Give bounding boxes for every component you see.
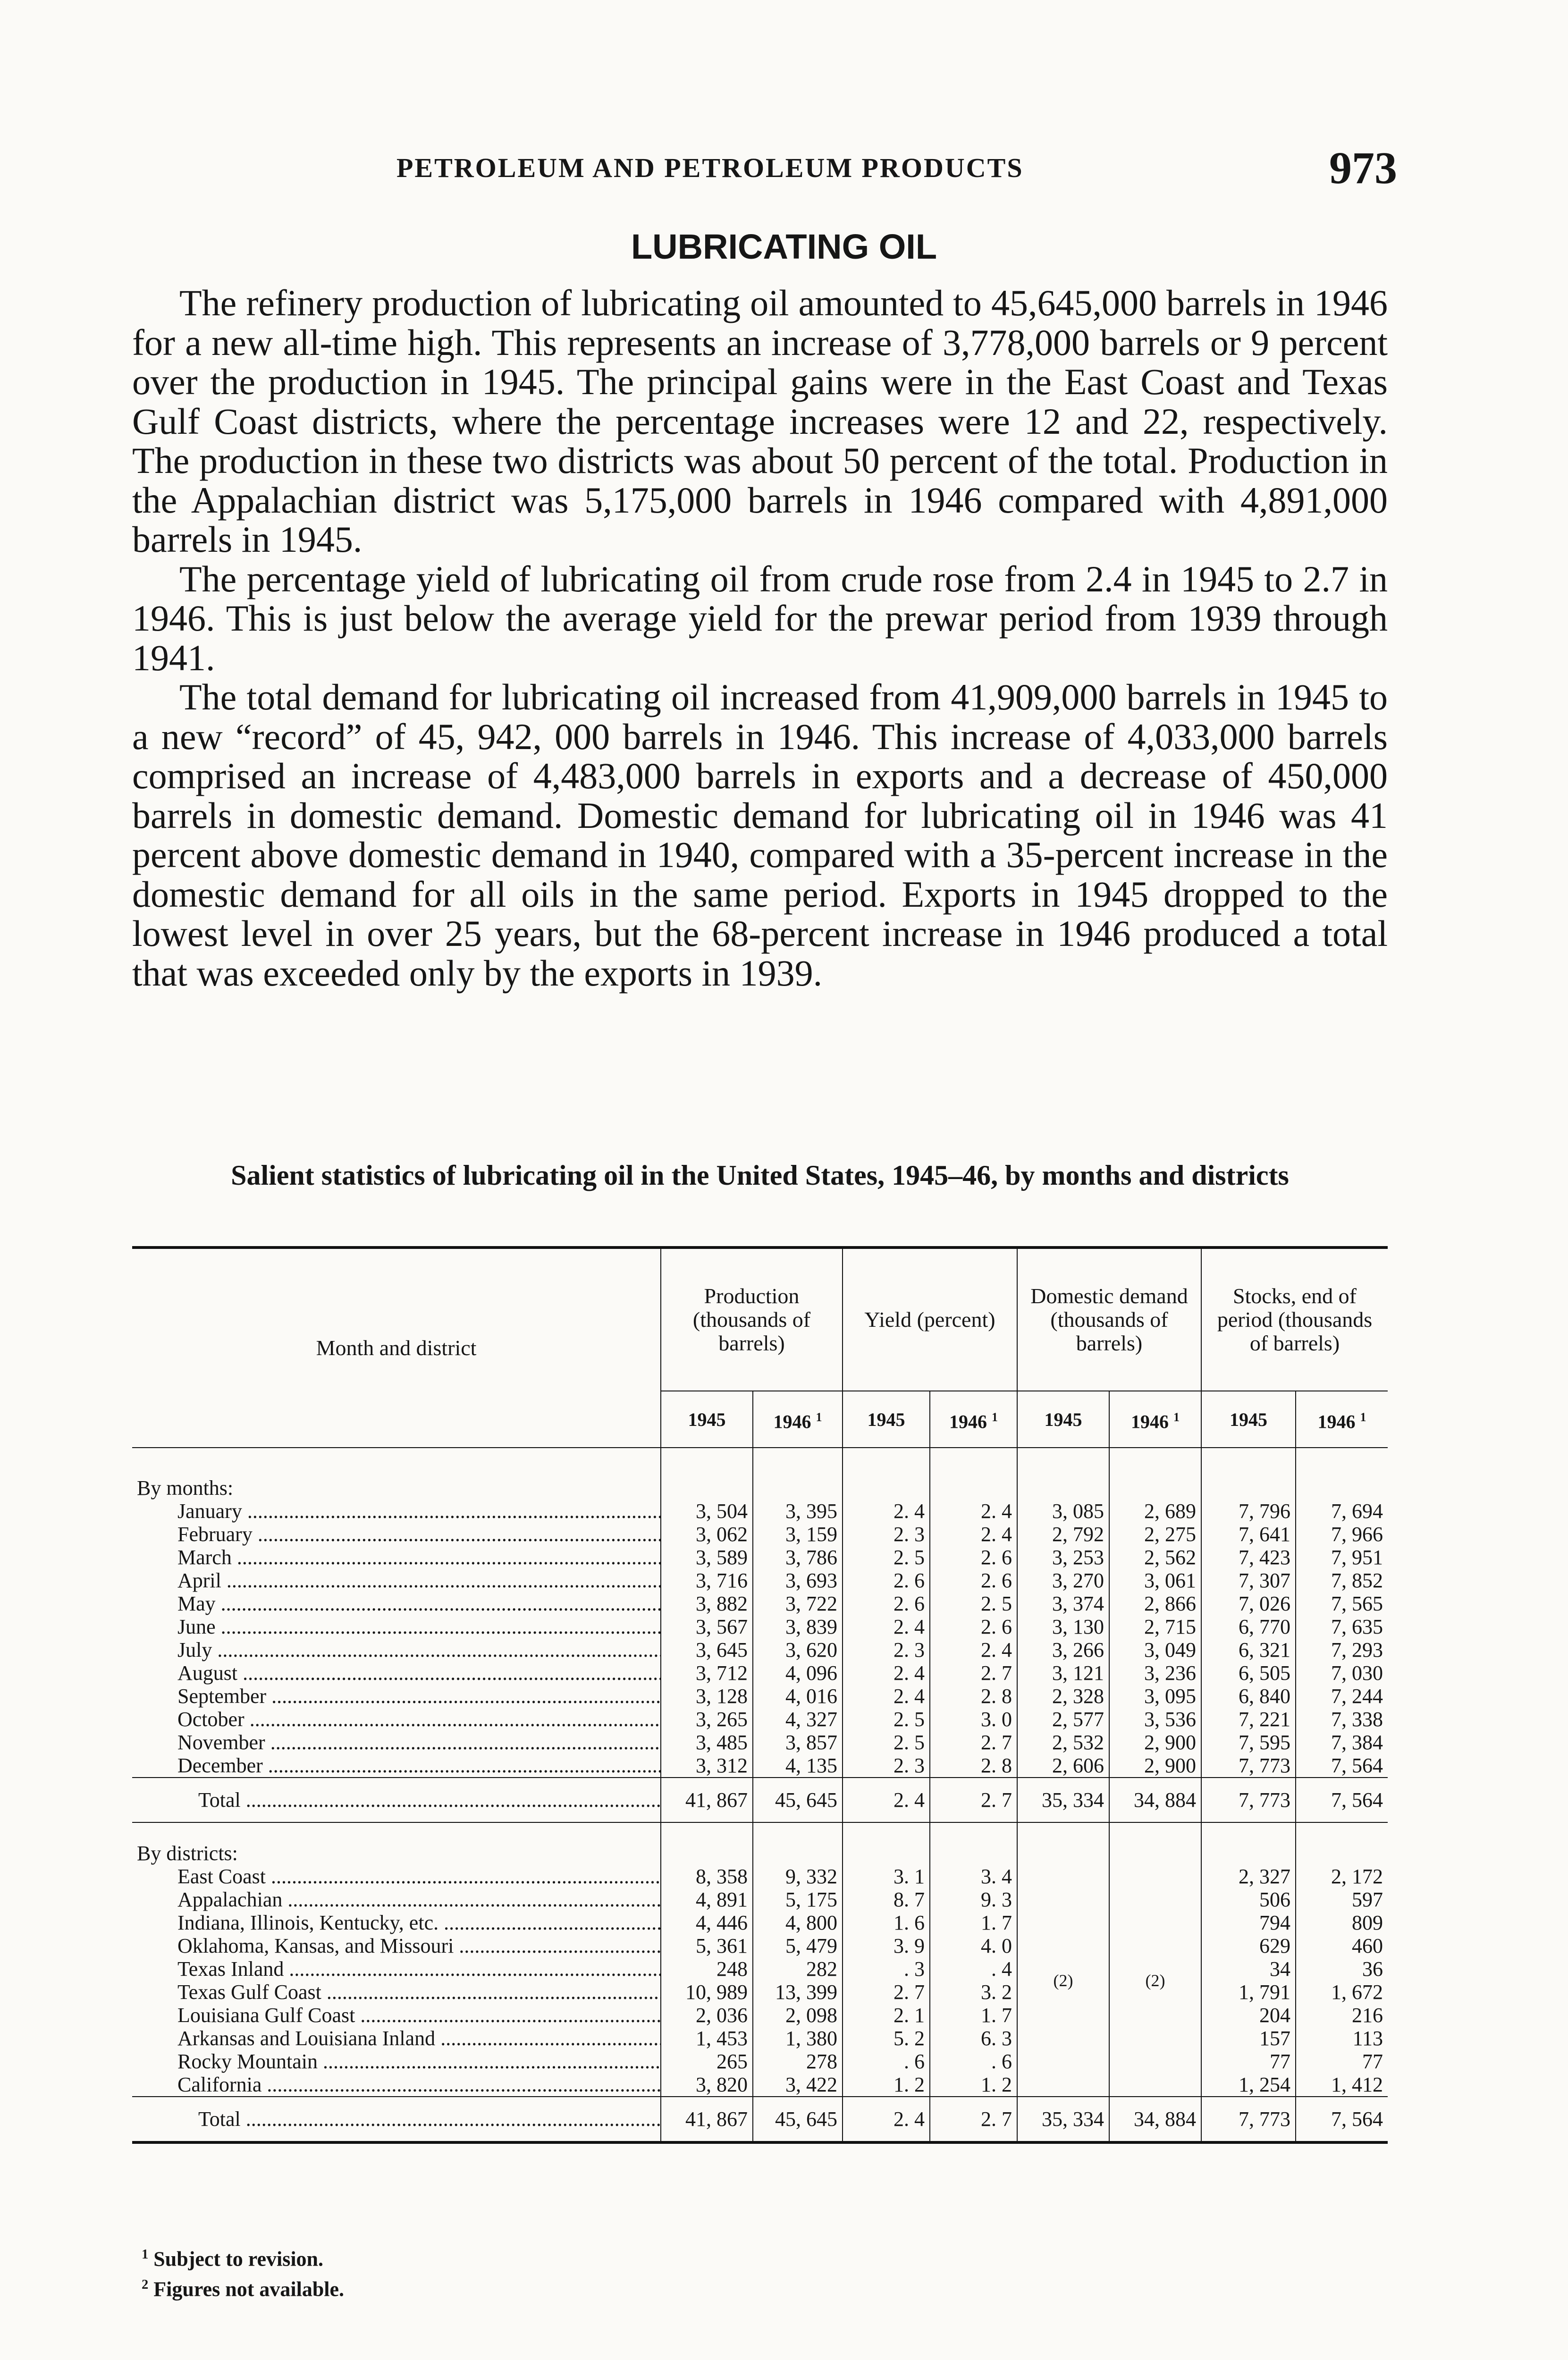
value-s46: 7, 565: [1296, 1592, 1388, 1615]
lubricating-oil-statistics-table: [132, 1246, 1388, 2144]
value-p45: 5, 361: [661, 1934, 753, 1957]
year-header: 1945: [843, 1391, 930, 1448]
value-d46: 2, 689: [1109, 1500, 1201, 1523]
value-y46: 2. 8: [930, 1754, 1017, 1778]
value-p45: 3, 128: [661, 1685, 753, 1708]
row-label: July .....: [132, 1638, 661, 1661]
value-s45: 7, 796: [1201, 1500, 1296, 1523]
production-header: Production (thousands of barrels): [661, 1247, 843, 1391]
stub-header: Month and district: [132, 1247, 661, 1448]
months-total-row: [132, 1778, 1388, 1822]
row-label: Indiana, Illinois, Kentucky, etc. .....: [132, 1911, 661, 1934]
value-p46: 3, 693: [753, 1569, 843, 1592]
value-y46: 1. 2: [930, 2073, 1017, 2097]
value-y46: 2. 6: [930, 1569, 1017, 1592]
value-s46: 7, 244: [1296, 1685, 1388, 1708]
value-p46: 5, 175: [753, 1888, 843, 1911]
table-row: [132, 1615, 1388, 1638]
value-s45: 34: [1201, 1957, 1296, 1981]
value-p45: 2, 036: [661, 2004, 753, 2027]
value-s45: 6, 505: [1201, 1661, 1296, 1685]
months-heading: By months:: [137, 1476, 234, 1500]
value-s46: 7, 293: [1296, 1638, 1388, 1661]
value-y46: 4. 0: [930, 1934, 1017, 1957]
value-s45: 2, 327: [1201, 1865, 1296, 1888]
value-s45: 157: [1201, 2027, 1296, 2050]
value-y45: 5. 2: [843, 2027, 930, 2050]
table-row: [132, 1523, 1388, 1546]
value-s45: 1, 791: [1201, 1981, 1296, 2004]
value-y45: . 6: [843, 2050, 930, 2073]
value-p45: 4, 891: [661, 1888, 753, 1911]
row-label: March .....: [132, 1546, 661, 1569]
value-p46: 4, 016: [753, 1685, 843, 1708]
row-label: Arkansas and Louisiana Inland .....: [132, 2027, 661, 2050]
value-y46: 2. 4: [930, 1500, 1017, 1523]
value-p45: 10, 989: [661, 1981, 753, 2004]
value-d46: 3, 049: [1109, 1638, 1201, 1661]
table-row: [132, 1546, 1388, 1569]
row-label: Louisiana Gulf Coast .....: [132, 2004, 661, 2027]
value-p46: 3, 786: [753, 1546, 843, 1569]
value-y45: 2. 5: [843, 1708, 930, 1731]
paragraph: The refinery production of lubricating oil amounted to 45,645,000 barrels in 1946 for a new all-time high. This represents an increase of 3,778,000 barrels or 9 percent over the production in 1945. The principal gains were in the East Coast and Texas Gulf Coast districts, where the percentage increases were 12 and 22, respectively. The production in these two districts was about 50 percent of the total. Production in the Appalachian district was 5,175,000 barrels in 1946 compared with 4,891,000 barrels in 1945.: [132, 282, 1388, 560]
running-head: PETROLEUM AND PETROLEUM PRODUCTS: [396, 152, 1024, 183]
value-s46: 77: [1296, 2050, 1388, 2073]
footnote: $^2$ Figures not available.: [142, 2277, 345, 2301]
row-label: January .....: [132, 1500, 661, 1523]
value-d46: 3, 095: [1109, 1685, 1201, 1708]
value-p46: 278: [753, 2050, 843, 2073]
value-s46: 7, 338: [1296, 1708, 1388, 1731]
total-d45: 35, 334: [1017, 2097, 1109, 2142]
value-p45: 4, 446: [661, 1911, 753, 1934]
yield-header: Yield (percent): [843, 1247, 1017, 1391]
total-d45: 35, 334: [1017, 1778, 1109, 1822]
value-d46: 2, 866: [1109, 1592, 1201, 1615]
value-s45: 7, 026: [1201, 1592, 1296, 1615]
value-p46: 13, 399: [753, 1981, 843, 2004]
value-s46: 7, 635: [1296, 1615, 1388, 1638]
row-label: December .....: [132, 1754, 661, 1778]
row-label: California .....: [132, 2073, 661, 2097]
value-p46: 2, 098: [753, 2004, 843, 2027]
value-y45: 2. 5: [843, 1546, 930, 1569]
value-p46: 1, 380: [753, 2027, 843, 2050]
value-y45: 2. 4: [843, 1615, 930, 1638]
value-s46: 7, 030: [1296, 1661, 1388, 1685]
value-s45: 7, 221: [1201, 1708, 1296, 1731]
value-y46: 2. 4: [930, 1638, 1017, 1661]
value-p46: 4, 135: [753, 1754, 843, 1778]
value-y46: 2. 8: [930, 1685, 1017, 1708]
year-header: 1946 $^1$: [1109, 1391, 1201, 1448]
row-label: November .....: [132, 1731, 661, 1754]
value-p46: 4, 096: [753, 1661, 843, 1685]
table-row: [132, 1569, 1388, 1592]
value-p46: 9, 332: [753, 1865, 843, 1888]
footnotes: [142, 2242, 344, 2302]
value-p46: 282: [753, 1957, 843, 1981]
value-d45: 2, 532: [1017, 1731, 1109, 1754]
value-y45: 3. 9: [843, 1934, 930, 1957]
value-s45: 794: [1201, 1911, 1296, 1934]
value-s46: 36: [1296, 1957, 1388, 1981]
value-y45: . 3: [843, 1957, 930, 1981]
value-d46: 2, 715: [1109, 1615, 1201, 1638]
value-s45: 6, 321: [1201, 1638, 1296, 1661]
row-label: Texas Inland .....: [132, 1957, 661, 1981]
value-y45: 2. 4: [843, 1661, 930, 1685]
year-header: 1945: [661, 1391, 753, 1448]
value-y46: 6. 3: [930, 2027, 1017, 2050]
value-p46: 3, 422: [753, 2073, 843, 2097]
value-s45: 7, 595: [1201, 1731, 1296, 1754]
row-label: April .....: [132, 1569, 661, 1592]
value-s46: 7, 852: [1296, 1569, 1388, 1592]
total-d46: 34, 884: [1109, 2097, 1201, 2142]
value-d45: 2, 792: [1017, 1523, 1109, 1546]
value-d45: 3, 085: [1017, 1500, 1109, 1523]
value-y46: 2. 6: [930, 1546, 1017, 1569]
districts-section: [132, 1822, 1388, 2142]
value-d46: 3, 536: [1109, 1708, 1201, 1731]
value-s46: 7, 564: [1296, 1754, 1388, 1778]
districts-total-row: [132, 2097, 1388, 2142]
body-text: [132, 283, 1388, 993]
value-s46: 113: [1296, 2027, 1388, 2050]
year-header: 1945: [1017, 1391, 1109, 1448]
value-y45: 2. 1: [843, 2004, 930, 2027]
value-y46: 2. 6: [930, 1615, 1017, 1638]
year-header: 1946 $^1$: [1296, 1391, 1388, 1448]
value-s45: 7, 307: [1201, 1569, 1296, 1592]
page-number: 973: [1329, 143, 1397, 193]
total-y45: 2. 4: [843, 2097, 930, 2142]
value-p46: 4, 327: [753, 1708, 843, 1731]
value-p45: 248: [661, 1957, 753, 1981]
row-label: August .....: [132, 1661, 661, 1685]
table-row: [132, 1731, 1388, 1754]
table-row: [132, 1661, 1388, 1685]
value-y45: 2. 3: [843, 1754, 930, 1778]
value-p45: 3, 265: [661, 1708, 753, 1731]
value-y45: 2. 4: [843, 1500, 930, 1523]
value-p45: 3, 485: [661, 1731, 753, 1754]
value-y46: 3. 4: [930, 1865, 1017, 1888]
value-d46: 2, 275: [1109, 1523, 1201, 1546]
value-d45: 3, 121: [1017, 1661, 1109, 1685]
total-y46: 2. 7: [930, 1778, 1017, 1822]
paragraph: The total demand for lubricating oil increased from 41,909,000 barrels in 1945 to a new “record” of 45, 942, 000 barrels in 1946. This increase of 4,033,000 barrels comprised an increase of 4,483,000 barrels in exports and a decrease of 450,000 barrels in domestic demand. Domestic demand for lubricating oil in 1946 was 41 percent above domestic demand in 1940, compared with a 35-percent increase in the domestic demand for all oils in the same period. Exports in 1945 dropped to the lowest level in over 25 years, but the 68-percent increase in 1946 produced a total that was exceeded only by the exports in 1939.: [132, 676, 1388, 994]
value-p46: 3, 395: [753, 1500, 843, 1523]
value-d45: 3, 270: [1017, 1569, 1109, 1592]
value-p46: 3, 839: [753, 1615, 843, 1638]
value-p46: 3, 857: [753, 1731, 843, 1754]
value-s46: 597: [1296, 1888, 1388, 1911]
value-s45: 506: [1201, 1888, 1296, 1911]
value-y46: . 6: [930, 2050, 1017, 2073]
value-d46: 2, 900: [1109, 1731, 1201, 1754]
row-label: September .....: [132, 1685, 661, 1708]
row-label: February .....: [132, 1523, 661, 1546]
value-s45: 77: [1201, 2050, 1296, 2073]
total-p45: 41, 867: [661, 1778, 753, 1822]
row-label: May .....: [132, 1592, 661, 1615]
table-row: [132, 1638, 1388, 1661]
value-p45: 3, 712: [661, 1661, 753, 1685]
row-label: Total .....: [132, 1778, 661, 1822]
value-y45: 2. 4: [843, 1685, 930, 1708]
value-s46: 2, 172: [1296, 1865, 1388, 1888]
value-s45: 629: [1201, 1934, 1296, 1957]
year-header: 1946 $^1$: [930, 1391, 1017, 1448]
value-y46: . 4: [930, 1957, 1017, 1981]
value-s45: 6, 770: [1201, 1615, 1296, 1638]
total-p46: 45, 645: [753, 2097, 843, 2142]
value-d46: 2, 562: [1109, 1546, 1201, 1569]
total-s45: 7, 773: [1201, 2097, 1296, 2142]
value-p46: 3, 159: [753, 1523, 843, 1546]
value-y46: 3. 2: [930, 1981, 1017, 2004]
value-s45: 1, 254: [1201, 2073, 1296, 2097]
table-row: [132, 1592, 1388, 1615]
value-d45: 2, 577: [1017, 1708, 1109, 1731]
value-p46: 4, 800: [753, 1911, 843, 1934]
table-row: [132, 1754, 1388, 1778]
value-s46: 7, 951: [1296, 1546, 1388, 1569]
row-label: June .....: [132, 1615, 661, 1638]
value-p45: 8, 358: [661, 1865, 753, 1888]
table-row: [132, 1500, 1388, 1523]
value-d46: 2, 900: [1109, 1754, 1201, 1778]
value-p46: 3, 722: [753, 1592, 843, 1615]
value-d45: 3, 130: [1017, 1615, 1109, 1638]
value-y46: 2. 7: [930, 1661, 1017, 1685]
value-p45: 3, 312: [661, 1754, 753, 1778]
value-p45: 3, 820: [661, 2073, 753, 2097]
value-y46: 1. 7: [930, 1911, 1017, 1934]
value-s46: 7, 384: [1296, 1731, 1388, 1754]
value-d45: 2, 606: [1017, 1754, 1109, 1778]
value-s46: 460: [1296, 1934, 1388, 1957]
value-y46: 2. 7: [930, 1731, 1017, 1754]
value-s45: 6, 840: [1201, 1685, 1296, 1708]
value-s45: 7, 641: [1201, 1523, 1296, 1546]
value-p45: 3, 645: [661, 1638, 753, 1661]
value-d46: 3, 061: [1109, 1569, 1201, 1592]
footnote: $^1$ Subject to revision.: [142, 2247, 324, 2271]
statistics-table-container: [132, 1246, 1388, 2144]
value-y46: 2. 5: [930, 1592, 1017, 1615]
value-s45: 204: [1201, 2004, 1296, 2027]
row-label: Appalachian .....: [132, 1888, 661, 1911]
table-row: [132, 1708, 1388, 1731]
stocks-header: Stocks, end of period (thousands of barrels): [1201, 1247, 1388, 1391]
total-p46: 45, 645: [753, 1778, 843, 1822]
value-y45: 2. 5: [843, 1731, 930, 1754]
value-y45: 2. 6: [843, 1592, 930, 1615]
row-label: Total .....: [132, 2097, 661, 2142]
total-p45: 41, 867: [661, 2097, 753, 2142]
row-label: Texas Gulf Coast .....: [132, 1981, 661, 2004]
value-d45: 3, 374: [1017, 1592, 1109, 1615]
value-p45: 3, 716: [661, 1569, 753, 1592]
paragraph: The percentage yield of lubricating oil from crude rose from 2.4 in 1945 to 2.7 in 1946. This is just below the average yield for the prewar period from 1939 through 1941.: [132, 558, 1388, 678]
value-s45: 7, 773: [1201, 1754, 1296, 1778]
table-row: [132, 1865, 1388, 1888]
domestic-demand-header: Domestic demand (thousands of barrels): [1017, 1247, 1201, 1391]
value-y45: 2. 7: [843, 1981, 930, 2004]
months-section: [132, 1448, 1388, 1822]
value-y45: 2. 3: [843, 1523, 930, 1546]
value-p45: 3, 062: [661, 1523, 753, 1546]
total-y46: 2. 7: [930, 2097, 1017, 2142]
total-s45: 7, 773: [1201, 1778, 1296, 1822]
value-s46: 216: [1296, 2004, 1388, 2027]
value-d45: 3, 253: [1017, 1546, 1109, 1569]
total-y45: 2. 4: [843, 1778, 930, 1822]
value-y45: 8. 7: [843, 1888, 930, 1911]
row-label: Rocky Mountain .....: [132, 2050, 661, 2073]
section-title: LUBRICATING OIL: [631, 227, 937, 266]
year-header: 1946 $^1$: [753, 1391, 843, 1448]
value-p45: 1, 453: [661, 2027, 753, 2050]
value-p46: 5, 479: [753, 1934, 843, 1957]
year-header: 1945: [1201, 1391, 1296, 1448]
row-label: October .....: [132, 1708, 661, 1731]
value-s46: 1, 672: [1296, 1981, 1388, 2004]
value-p46: 3, 620: [753, 1638, 843, 1661]
table-caption: Salient statistics of lubricating oil in the United States, 1945–46, by months and districts: [231, 1160, 1289, 1191]
value-y45: 1. 6: [843, 1911, 930, 1934]
value-y45: 2. 3: [843, 1638, 930, 1661]
value-y46: 2. 4: [930, 1523, 1017, 1546]
value-s46: 809: [1296, 1911, 1388, 1934]
value-s46: 7, 966: [1296, 1523, 1388, 1546]
value-p45: 3, 567: [661, 1615, 753, 1638]
value-p45: 3, 589: [661, 1546, 753, 1569]
districts-heading: By districts:: [137, 1842, 238, 1865]
value-s46: 7, 694: [1296, 1500, 1388, 1523]
total-s46: 7, 564: [1296, 2097, 1388, 2142]
value-y46: 1. 7: [930, 2004, 1017, 2027]
total-d46: 34, 884: [1109, 1778, 1201, 1822]
value-d46: 3, 236: [1109, 1661, 1201, 1685]
not-available-note: (2): [1017, 1865, 1109, 2097]
value-y45: 1. 2: [843, 2073, 930, 2097]
value-y46: 9. 3: [930, 1888, 1017, 1911]
value-y46: 3. 0: [930, 1708, 1017, 1731]
row-label: Oklahoma, Kansas, and Missouri .....: [132, 1934, 661, 1957]
value-s46: 1, 412: [1296, 2073, 1388, 2097]
value-p45: 3, 882: [661, 1592, 753, 1615]
value-d45: 2, 328: [1017, 1685, 1109, 1708]
value-p45: 3, 504: [661, 1500, 753, 1523]
value-y45: 2. 6: [843, 1569, 930, 1592]
not-available-note: (2): [1109, 1865, 1201, 2097]
table-row: [132, 1685, 1388, 1708]
row-label: East Coast .....: [132, 1865, 661, 1888]
value-p45: 265: [661, 2050, 753, 2073]
total-s46: 7, 564: [1296, 1778, 1388, 1822]
page-header: [132, 142, 1397, 194]
value-d45: 3, 266: [1017, 1638, 1109, 1661]
value-y45: 3. 1: [843, 1865, 930, 1888]
value-s45: 7, 423: [1201, 1546, 1296, 1569]
